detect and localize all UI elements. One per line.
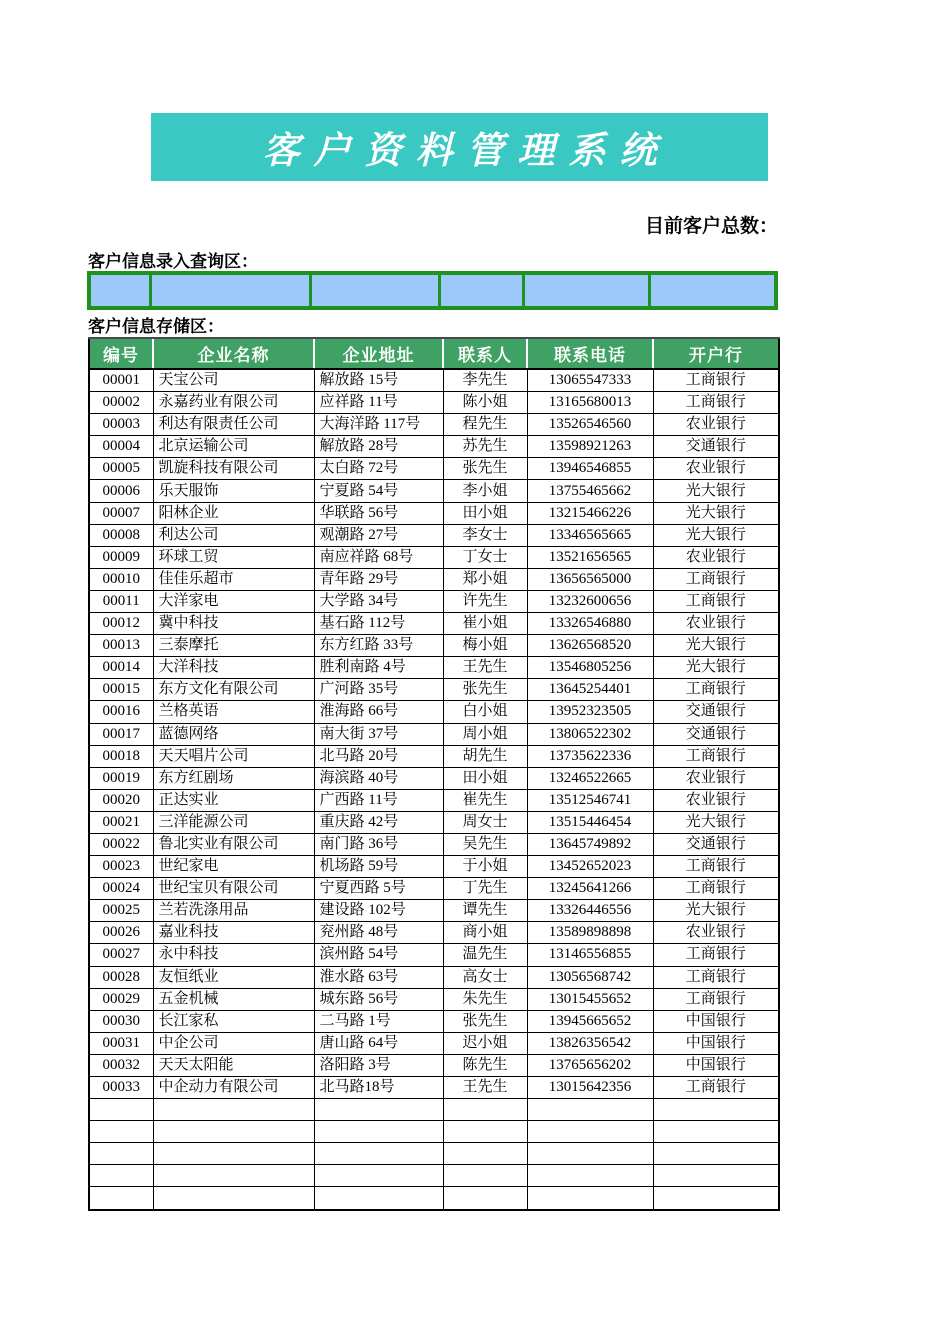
table-row-empty xyxy=(89,1143,779,1165)
column-header-id: 编号 xyxy=(89,338,153,369)
cell-company[interactable]: 大洋家电 xyxy=(153,590,314,612)
cell-address[interactable]: 唐山路 64号 xyxy=(314,1032,443,1054)
cell-phone[interactable]: 13952323505 xyxy=(527,701,653,723)
cell-id[interactable]: 00009 xyxy=(89,546,153,568)
cell-phone[interactable]: 13515446454 xyxy=(527,811,653,833)
cell-phone[interactable]: 13232600656 xyxy=(527,590,653,612)
cell-address[interactable]: 南大街 37号 xyxy=(314,723,443,745)
cell-bank[interactable]: 交通银行 xyxy=(653,833,779,855)
cell-empty-bank[interactable] xyxy=(653,1143,779,1165)
cell-bank[interactable]: 交通银行 xyxy=(653,436,779,458)
cell-contact[interactable]: 王先生 xyxy=(443,1077,527,1099)
cell-contact[interactable]: 陈先生 xyxy=(443,1054,527,1076)
cell-id[interactable]: 00001 xyxy=(89,369,153,392)
table-row xyxy=(89,392,779,414)
cell-id[interactable]: 00028 xyxy=(89,966,153,988)
table-row xyxy=(89,988,779,1010)
cell-contact[interactable]: 王先生 xyxy=(443,657,527,679)
cell-address[interactable]: 基石路 112号 xyxy=(314,613,443,635)
cell-address[interactable]: 华联路 56号 xyxy=(314,502,443,524)
cell-empty-phone[interactable] xyxy=(527,1187,653,1210)
cell-address[interactable]: 宁夏路 54号 xyxy=(314,480,443,502)
cell-id[interactable]: 00004 xyxy=(89,436,153,458)
cell-phone[interactable]: 13065547333 xyxy=(527,369,653,392)
cell-bank[interactable]: 工商银行 xyxy=(653,856,779,878)
cell-id[interactable]: 00020 xyxy=(89,789,153,811)
cell-bank[interactable]: 工商银行 xyxy=(653,568,779,590)
column-header-bank: 开户行 xyxy=(653,338,779,369)
cell-contact[interactable]: 丁先生 xyxy=(443,878,527,900)
cell-id[interactable]: 00014 xyxy=(89,657,153,679)
cell-contact[interactable]: 于小姐 xyxy=(443,856,527,878)
cell-bank[interactable]: 农业银行 xyxy=(653,546,779,568)
table-row xyxy=(89,635,779,657)
cell-bank[interactable]: 农业银行 xyxy=(653,458,779,480)
cell-id[interactable]: 00013 xyxy=(89,635,153,657)
cell-id[interactable]: 00019 xyxy=(89,767,153,789)
header-row xyxy=(89,338,779,369)
cell-id[interactable]: 00032 xyxy=(89,1054,153,1076)
cell-address[interactable]: 太白路 72号 xyxy=(314,458,443,480)
table-row xyxy=(89,944,779,966)
cell-id[interactable]: 00011 xyxy=(89,590,153,612)
cell-empty-id[interactable] xyxy=(89,1165,153,1187)
cell-bank[interactable]: 工商银行 xyxy=(653,679,779,701)
table-row xyxy=(89,701,779,723)
cell-id[interactable]: 00018 xyxy=(89,745,153,767)
cell-empty-id[interactable] xyxy=(89,1143,153,1165)
cell-contact[interactable]: 郑小姐 xyxy=(443,568,527,590)
cell-contact[interactable]: 陈小姐 xyxy=(443,392,527,414)
cell-address[interactable]: 海滨路 40号 xyxy=(314,767,443,789)
cell-contact[interactable]: 谭先生 xyxy=(443,900,527,922)
cell-empty-bank[interactable] xyxy=(653,1121,779,1143)
total-customers-label: 目前客户总数： xyxy=(645,216,779,237)
query-input-row xyxy=(87,271,778,310)
cell-id[interactable]: 00017 xyxy=(89,723,153,745)
cell-company[interactable]: 嘉业科技 xyxy=(153,922,314,944)
cell-id[interactable]: 00008 xyxy=(89,524,153,546)
cell-company[interactable]: 乐天服饰 xyxy=(153,480,314,502)
cell-empty-address[interactable] xyxy=(314,1099,443,1121)
cell-empty-contact[interactable] xyxy=(443,1165,527,1187)
cell-phone[interactable]: 13598921263 xyxy=(527,436,653,458)
cell-contact[interactable]: 程先生 xyxy=(443,414,527,436)
cell-bank[interactable]: 农业银行 xyxy=(653,613,779,635)
cell-bank[interactable]: 工商银行 xyxy=(653,369,779,392)
table-row xyxy=(89,590,779,612)
cell-empty-address[interactable] xyxy=(314,1121,443,1143)
cell-phone[interactable]: 13015455652 xyxy=(527,988,653,1010)
cell-empty-company[interactable] xyxy=(153,1121,314,1143)
cell-empty-id[interactable] xyxy=(89,1099,153,1121)
customer-table xyxy=(88,337,780,1211)
cell-bank[interactable]: 交通银行 xyxy=(653,723,779,745)
customer-table-header xyxy=(89,338,779,369)
cell-company[interactable]: 环球工贸 xyxy=(153,546,314,568)
cell-contact[interactable]: 张先生 xyxy=(443,458,527,480)
table-row xyxy=(89,502,779,524)
cell-company[interactable]: 天天太阳能 xyxy=(153,1054,314,1076)
cell-address[interactable]: 北马路 20号 xyxy=(314,745,443,767)
cell-id[interactable]: 00033 xyxy=(89,1077,153,1099)
cell-phone[interactable]: 13589898898 xyxy=(527,922,653,944)
table-row xyxy=(89,767,779,789)
table-row xyxy=(89,613,779,635)
cell-company[interactable]: 三洋能源公司 xyxy=(153,811,314,833)
cell-id[interactable]: 00029 xyxy=(89,988,153,1010)
table-row xyxy=(89,436,779,458)
customer-table-container xyxy=(88,337,778,1211)
cell-empty-contact[interactable] xyxy=(443,1187,527,1210)
query-input-cell-bank[interactable] xyxy=(651,275,774,306)
table-row xyxy=(89,878,779,900)
table-row xyxy=(89,745,779,767)
cell-address[interactable]: 二马路 1号 xyxy=(314,1010,443,1032)
cell-phone[interactable]: 13946546855 xyxy=(527,458,653,480)
cell-id[interactable]: 00003 xyxy=(89,414,153,436)
cell-phone[interactable]: 13626568520 xyxy=(527,635,653,657)
cell-empty-address[interactable] xyxy=(314,1143,443,1165)
cell-bank[interactable]: 工商银行 xyxy=(653,1077,779,1099)
cell-contact[interactable]: 高女士 xyxy=(443,966,527,988)
cell-company[interactable]: 长江家私 xyxy=(153,1010,314,1032)
cell-company[interactable]: 阳林企业 xyxy=(153,502,314,524)
cell-phone[interactable]: 13945665652 xyxy=(527,1010,653,1032)
cell-company[interactable]: 天宝公司 xyxy=(153,369,314,392)
cell-company[interactable]: 永中科技 xyxy=(153,944,314,966)
cell-phone[interactable]: 13146556855 xyxy=(527,944,653,966)
cell-address[interactable]: 解放路 15号 xyxy=(314,369,443,392)
table-row-empty xyxy=(89,1187,779,1210)
table-row xyxy=(89,811,779,833)
cell-address[interactable]: 广西路 11号 xyxy=(314,789,443,811)
cell-bank[interactable]: 农业银行 xyxy=(653,789,779,811)
cell-phone[interactable]: 13735622336 xyxy=(527,745,653,767)
cell-phone[interactable]: 13015642356 xyxy=(527,1077,653,1099)
cell-company[interactable]: 天天唱片公司 xyxy=(153,745,314,767)
cell-bank[interactable]: 光大银行 xyxy=(653,524,779,546)
cell-id[interactable]: 00026 xyxy=(89,922,153,944)
app-title-banner xyxy=(151,113,768,181)
table-row xyxy=(89,966,779,988)
cell-bank[interactable]: 工商银行 xyxy=(653,966,779,988)
cell-phone[interactable]: 13826356542 xyxy=(527,1032,653,1054)
cell-id[interactable]: 00025 xyxy=(89,900,153,922)
cell-bank[interactable]: 工商银行 xyxy=(653,944,779,966)
cell-company[interactable]: 中企公司 xyxy=(153,1032,314,1054)
cell-contact[interactable]: 李先生 xyxy=(443,369,527,392)
table-row xyxy=(89,789,779,811)
cell-bank[interactable]: 工商银行 xyxy=(653,878,779,900)
cell-bank[interactable]: 农业银行 xyxy=(653,767,779,789)
cell-contact[interactable]: 温先生 xyxy=(443,944,527,966)
cell-company[interactable]: 北京运输公司 xyxy=(153,436,314,458)
cell-empty-id[interactable] xyxy=(89,1121,153,1143)
query-input-cell-id[interactable] xyxy=(91,275,152,306)
cell-empty-company[interactable] xyxy=(153,1165,314,1187)
cell-contact[interactable]: 张先生 xyxy=(443,679,527,701)
cell-contact[interactable]: 田小姐 xyxy=(443,502,527,524)
cell-phone[interactable]: 13645254401 xyxy=(527,679,653,701)
table-row xyxy=(89,369,779,392)
table-row xyxy=(89,679,779,701)
cell-address[interactable]: 胜利南路 4号 xyxy=(314,657,443,679)
cell-phone[interactable]: 13526546560 xyxy=(527,414,653,436)
cell-company[interactable]: 利达有限责任公司 xyxy=(153,414,314,436)
cell-address[interactable]: 重庆路 42号 xyxy=(314,811,443,833)
cell-phone[interactable]: 13546805256 xyxy=(527,657,653,679)
cell-id[interactable]: 00022 xyxy=(89,833,153,855)
table-row xyxy=(89,833,779,855)
cell-contact[interactable]: 苏先生 xyxy=(443,436,527,458)
cell-bank[interactable]: 工商银行 xyxy=(653,392,779,414)
cell-phone[interactable]: 13215466226 xyxy=(527,502,653,524)
cell-phone[interactable]: 13326546880 xyxy=(527,613,653,635)
cell-empty-contact[interactable] xyxy=(443,1143,527,1165)
column-header-contact: 联系人 xyxy=(443,338,527,369)
cell-company[interactable]: 世纪宝贝有限公司 xyxy=(153,878,314,900)
cell-contact[interactable]: 李小姐 xyxy=(443,480,527,502)
cell-address[interactable]: 北马路18号 xyxy=(314,1077,443,1099)
cell-address[interactable]: 解放路 28号 xyxy=(314,436,443,458)
query-section-label: 客户信息录入查询区： xyxy=(88,252,258,271)
cell-empty-bank[interactable] xyxy=(653,1187,779,1210)
cell-contact[interactable]: 许先生 xyxy=(443,590,527,612)
cell-address[interactable]: 机场路 59号 xyxy=(314,856,443,878)
cell-phone[interactable]: 13452652023 xyxy=(527,856,653,878)
table-row xyxy=(89,900,779,922)
table-row xyxy=(89,856,779,878)
cell-empty-phone[interactable] xyxy=(527,1099,653,1121)
cell-id[interactable]: 00030 xyxy=(89,1010,153,1032)
cell-phone[interactable]: 13806522302 xyxy=(527,723,653,745)
app-title: 客户资料管理系统 xyxy=(262,128,671,172)
table-row xyxy=(89,1077,779,1099)
cell-bank[interactable]: 光大银行 xyxy=(653,900,779,922)
cell-contact[interactable]: 胡先生 xyxy=(443,745,527,767)
cell-empty-company[interactable] xyxy=(153,1187,314,1210)
cell-phone[interactable]: 13165680013 xyxy=(527,392,653,414)
cell-bank[interactable]: 光大银行 xyxy=(653,480,779,502)
cell-address[interactable]: 兖州路 48号 xyxy=(314,922,443,944)
cell-company[interactable]: 鲁北实业有限公司 xyxy=(153,833,314,855)
cell-address[interactable]: 青年路 29号 xyxy=(314,568,443,590)
table-row xyxy=(89,568,779,590)
cell-company[interactable]: 正达实业 xyxy=(153,789,314,811)
table-row xyxy=(89,1032,779,1054)
cell-company[interactable]: 三泰摩托 xyxy=(153,635,314,657)
cell-id[interactable]: 00031 xyxy=(89,1032,153,1054)
cell-phone[interactable]: 13521656565 xyxy=(527,546,653,568)
cell-phone[interactable]: 13645749892 xyxy=(527,833,653,855)
table-row xyxy=(89,414,779,436)
cell-phone[interactable]: 13765656202 xyxy=(527,1054,653,1076)
cell-phone[interactable]: 13656565000 xyxy=(527,568,653,590)
cell-phone[interactable]: 13755465662 xyxy=(527,480,653,502)
cell-company[interactable]: 蓝德网络 xyxy=(153,723,314,745)
cell-address[interactable]: 南应祥路 68号 xyxy=(314,546,443,568)
cell-id[interactable]: 00016 xyxy=(89,701,153,723)
cell-id[interactable]: 00002 xyxy=(89,392,153,414)
cell-contact[interactable]: 李女士 xyxy=(443,524,527,546)
cell-contact[interactable]: 朱先生 xyxy=(443,988,527,1010)
cell-contact[interactable]: 商小姐 xyxy=(443,922,527,944)
cell-bank[interactable]: 交通银行 xyxy=(653,701,779,723)
cell-empty-phone[interactable] xyxy=(527,1121,653,1143)
customer-table-body xyxy=(89,369,779,1210)
table-row-empty xyxy=(89,1121,779,1143)
cell-company[interactable]: 东方文化有限公司 xyxy=(153,679,314,701)
cell-bank[interactable]: 中国银行 xyxy=(653,1054,779,1076)
column-header-company: 企业名称 xyxy=(153,338,314,369)
cell-empty-bank[interactable] xyxy=(653,1099,779,1121)
cell-empty-bank[interactable] xyxy=(653,1165,779,1187)
table-row xyxy=(89,723,779,745)
table-row xyxy=(89,546,779,568)
cell-company[interactable]: 佳佳乐超市 xyxy=(153,568,314,590)
cell-address[interactable]: 城东路 56号 xyxy=(314,988,443,1010)
column-header-phone: 联系电话 xyxy=(527,338,653,369)
cell-id[interactable]: 00010 xyxy=(89,568,153,590)
storage-section-label: 客户信息存储区： xyxy=(88,317,224,336)
cell-empty-contact[interactable] xyxy=(443,1099,527,1121)
cell-contact[interactable]: 丁女士 xyxy=(443,546,527,568)
cell-id[interactable]: 00015 xyxy=(89,679,153,701)
table-row xyxy=(89,458,779,480)
cell-address[interactable]: 建设路 102号 xyxy=(314,900,443,922)
cell-id[interactable]: 00012 xyxy=(89,613,153,635)
cell-empty-address[interactable] xyxy=(314,1187,443,1210)
cell-contact[interactable]: 周女士 xyxy=(443,811,527,833)
cell-id[interactable]: 00027 xyxy=(89,944,153,966)
query-input-cell-phone[interactable] xyxy=(525,275,651,306)
cell-empty-company[interactable] xyxy=(153,1099,314,1121)
cell-contact[interactable]: 白小姐 xyxy=(443,701,527,723)
cell-address[interactable]: 洛阳路 3号 xyxy=(314,1054,443,1076)
table-row xyxy=(89,922,779,944)
query-input-cell-contact[interactable] xyxy=(441,275,525,306)
table-row xyxy=(89,480,779,502)
cell-contact[interactable]: 吴先生 xyxy=(443,833,527,855)
cell-bank[interactable]: 工商银行 xyxy=(653,745,779,767)
cell-address[interactable]: 广河路 35号 xyxy=(314,679,443,701)
cell-company[interactable]: 永嘉药业有限公司 xyxy=(153,392,314,414)
table-row xyxy=(89,524,779,546)
table-row xyxy=(89,657,779,679)
cell-bank[interactable]: 工商银行 xyxy=(653,590,779,612)
cell-company[interactable]: 世纪家电 xyxy=(153,856,314,878)
cell-phone[interactable]: 13246522665 xyxy=(527,767,653,789)
cell-company[interactable]: 兰若洗涤用品 xyxy=(153,900,314,922)
cell-company[interactable]: 东方红剧场 xyxy=(153,767,314,789)
cell-address[interactable]: 观潮路 27号 xyxy=(314,524,443,546)
cell-contact[interactable]: 周小姐 xyxy=(443,723,527,745)
cell-contact[interactable]: 张先生 xyxy=(443,1010,527,1032)
cell-company[interactable]: 冀中科技 xyxy=(153,613,314,635)
cell-bank[interactable]: 光大银行 xyxy=(653,657,779,679)
cell-empty-contact[interactable] xyxy=(443,1121,527,1143)
cell-empty-phone[interactable] xyxy=(527,1165,653,1187)
cell-bank[interactable]: 光大银行 xyxy=(653,635,779,657)
table-row xyxy=(89,1010,779,1032)
cell-address[interactable]: 大海洋路 117号 xyxy=(314,414,443,436)
cell-bank[interactable]: 中国银行 xyxy=(653,1010,779,1032)
cell-empty-id[interactable] xyxy=(89,1187,153,1210)
cell-contact[interactable]: 田小姐 xyxy=(443,767,527,789)
cell-empty-company[interactable] xyxy=(153,1143,314,1165)
cell-company[interactable]: 中企动力有限公司 xyxy=(153,1077,314,1099)
cell-bank[interactable]: 农业银行 xyxy=(653,922,779,944)
query-input-cell-company[interactable] xyxy=(152,275,312,306)
cell-company[interactable]: 凯旋科技有限公司 xyxy=(153,458,314,480)
cell-id[interactable]: 00005 xyxy=(89,458,153,480)
cell-address[interactable]: 南门路 36号 xyxy=(314,833,443,855)
cell-address[interactable]: 淮水路 63号 xyxy=(314,966,443,988)
cell-address[interactable]: 大学路 34号 xyxy=(314,590,443,612)
cell-id[interactable]: 00007 xyxy=(89,502,153,524)
cell-bank[interactable]: 中国银行 xyxy=(653,1032,779,1054)
cell-company[interactable]: 五金机械 xyxy=(153,988,314,1010)
cell-phone[interactable]: 13245641266 xyxy=(527,878,653,900)
cell-empty-address[interactable] xyxy=(314,1165,443,1187)
cell-address[interactable]: 淮海路 66号 xyxy=(314,701,443,723)
cell-bank[interactable]: 光大银行 xyxy=(653,502,779,524)
cell-phone[interactable]: 13346565665 xyxy=(527,524,653,546)
cell-address[interactable]: 应祥路 11号 xyxy=(314,392,443,414)
table-row xyxy=(89,1054,779,1076)
cell-bank[interactable]: 农业银行 xyxy=(653,414,779,436)
cell-phone[interactable]: 13326446556 xyxy=(527,900,653,922)
table-row-empty xyxy=(89,1099,779,1121)
cell-address[interactable]: 东方红路 33号 xyxy=(314,635,443,657)
cell-contact[interactable]: 迟小姐 xyxy=(443,1032,527,1054)
cell-contact[interactable]: 梅小姐 xyxy=(443,635,527,657)
cell-contact[interactable]: 崔先生 xyxy=(443,789,527,811)
cell-id[interactable]: 00024 xyxy=(89,878,153,900)
cell-id[interactable]: 00023 xyxy=(89,856,153,878)
cell-bank[interactable]: 光大银行 xyxy=(653,811,779,833)
cell-address[interactable]: 宁夏西路 5号 xyxy=(314,878,443,900)
cell-id[interactable]: 00006 xyxy=(89,480,153,502)
cell-company[interactable]: 利达公司 xyxy=(153,524,314,546)
cell-company[interactable]: 兰格英语 xyxy=(153,701,314,723)
cell-bank[interactable]: 工商银行 xyxy=(653,988,779,1010)
column-header-address: 企业地址 xyxy=(314,338,443,369)
cell-contact[interactable]: 崔小姐 xyxy=(443,613,527,635)
table-row-empty xyxy=(89,1165,779,1187)
cell-address[interactable]: 滨州路 54号 xyxy=(314,944,443,966)
cell-empty-phone[interactable] xyxy=(527,1143,653,1165)
cell-phone[interactable]: 13512546741 xyxy=(527,789,653,811)
cell-company[interactable]: 友恒纸业 xyxy=(153,966,314,988)
cell-phone[interactable]: 13056568742 xyxy=(527,966,653,988)
query-input-cell-address[interactable] xyxy=(312,275,441,306)
cell-company[interactable]: 大洋科技 xyxy=(153,657,314,679)
cell-id[interactable]: 00021 xyxy=(89,811,153,833)
